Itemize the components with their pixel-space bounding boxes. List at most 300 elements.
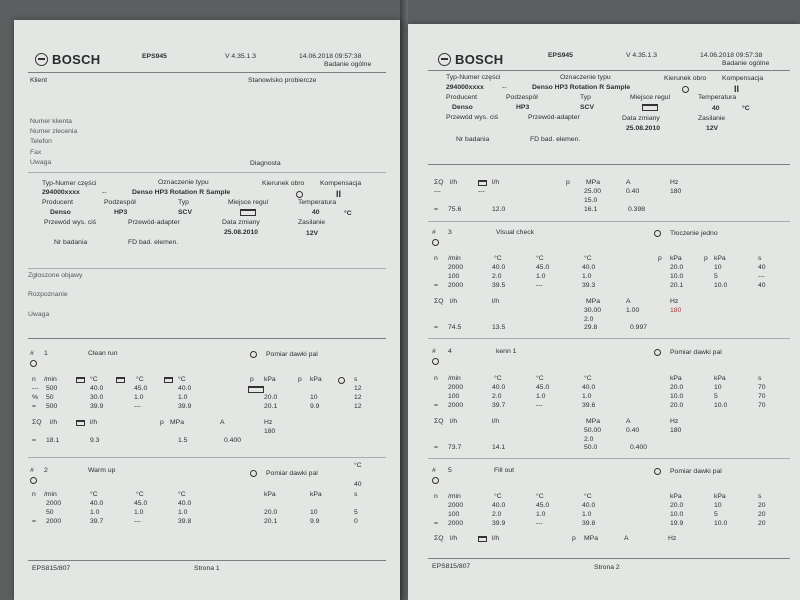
value: 70	[758, 393, 766, 400]
kpa-unit: kPa	[264, 491, 276, 498]
s-unit: s	[758, 375, 762, 382]
value: 10.0	[670, 511, 684, 518]
rule	[428, 458, 790, 459]
rotation-label: Kierunek obro	[664, 75, 707, 82]
step-5-method: Pomiar dawki pal	[670, 468, 722, 475]
step-2-name: Warm up	[88, 467, 116, 474]
hz-unit: Hz	[670, 298, 679, 305]
hash-label: #	[432, 467, 436, 474]
eq: =	[32, 518, 36, 525]
sub-value: HP3	[114, 209, 128, 216]
value: 1.0	[178, 394, 188, 401]
rule	[428, 164, 790, 165]
c-unit: °C	[494, 255, 502, 262]
c-unit: °C	[584, 375, 592, 382]
value: 100	[448, 511, 460, 518]
step-4-method: Pomiar dawki pal	[670, 349, 722, 356]
value: 1.0	[582, 511, 592, 518]
a-unit: A	[624, 535, 629, 542]
kind-value: SCV	[178, 209, 192, 216]
lh-unit: l/h	[90, 419, 98, 426]
rotation-label: Kierunek obro	[262, 180, 305, 187]
step-4-name: kenn 1	[496, 348, 517, 355]
adapter-label: Przewód-adapter	[128, 219, 180, 226]
value: 2000	[448, 502, 464, 509]
mfr-value: Denso	[50, 209, 71, 216]
part-type-label: Typ-Numer części	[42, 180, 97, 187]
kpa-unit: kPa	[714, 375, 726, 382]
rotation-icon	[296, 191, 303, 198]
line-label: Przewód wys. ciś	[44, 219, 97, 226]
rule	[28, 457, 386, 458]
symptoms-label: Zgłoszone objawy	[28, 272, 83, 279]
value: 100	[448, 393, 460, 400]
value: 5	[714, 393, 718, 400]
value: 45.0	[134, 385, 148, 392]
value: 12	[354, 403, 362, 410]
method-icon	[654, 349, 661, 356]
print-datetime: 14.06.2018 09:57:38	[700, 52, 763, 59]
value: 1.0	[582, 393, 592, 400]
value: 70	[758, 384, 766, 391]
order-number-label: Numer zlecenia	[30, 128, 78, 135]
sub-label: Podzespół	[506, 94, 538, 101]
step-5-name: Fill out	[494, 467, 515, 474]
sub-label: Podzespół	[104, 199, 136, 206]
kpa-unit: kPa	[670, 493, 682, 500]
lh-unit: l/h	[450, 179, 458, 186]
temp-icon	[76, 377, 85, 383]
mount-icon	[240, 209, 256, 216]
part-desc-label: Oznaczenie typu	[560, 74, 611, 81]
value: 39.7	[90, 518, 104, 525]
kind-value: SCV	[580, 104, 594, 111]
value: 10.0	[714, 520, 728, 527]
kpa-unit: kPa	[714, 255, 726, 262]
value: ---	[434, 188, 441, 195]
c-unit: °C	[536, 493, 544, 500]
value: 1.0	[582, 273, 592, 280]
brand-name: BOSCH	[455, 52, 504, 67]
diagnostician-label: Diagnosta	[250, 160, 281, 167]
eq: =	[32, 403, 36, 410]
value: 1.0	[134, 394, 144, 401]
compensation-label: Kompensacja	[722, 75, 764, 82]
paper-gap	[400, 0, 408, 600]
value: 2000	[448, 264, 464, 271]
rule	[28, 268, 386, 269]
footer-model: EPS815/807	[432, 563, 471, 570]
s-unit: s	[758, 255, 762, 262]
date-value: 25.08.2010	[626, 125, 661, 132]
mpa-unit: MPa	[170, 419, 184, 426]
bosch-logo	[35, 52, 100, 67]
hz-unit: Hz	[670, 418, 679, 425]
c-unit: °C	[584, 493, 592, 500]
flow-icon	[76, 420, 85, 426]
c-unit: °C	[90, 376, 98, 383]
value: 25.00	[584, 188, 602, 195]
remark-label: Uwaga	[28, 311, 50, 318]
step-1-name: Clean run	[88, 350, 118, 357]
mfr-label: Producent	[42, 199, 73, 206]
power-value: 12V	[306, 230, 319, 237]
value: 180	[670, 188, 682, 195]
kpa-unit: kPa	[670, 255, 682, 262]
c-unit: °C	[494, 375, 502, 382]
kind-label: Typ	[178, 199, 189, 206]
n-label: n	[434, 255, 438, 262]
value: 12	[354, 394, 362, 401]
hz-unit: Hz	[264, 419, 273, 426]
value: 180	[670, 307, 682, 314]
value: 1.00	[626, 307, 640, 314]
hash-label: #	[432, 229, 436, 236]
test-name: Badanie ogólne	[324, 61, 372, 68]
page-number-1: Strona 1	[194, 565, 220, 572]
value: 20.0	[670, 502, 684, 509]
value: 10	[714, 502, 722, 509]
bosch-armature-icon	[438, 53, 451, 66]
value: 30.00	[584, 307, 602, 314]
method-icon	[250, 351, 257, 358]
part-desc-label: Oznaczenie typu	[158, 179, 209, 186]
station-label: Stanowisko probiercze	[248, 77, 317, 84]
value: 9.3	[90, 437, 100, 444]
header-rule	[428, 70, 790, 71]
value: 0.398	[628, 206, 646, 213]
c-unit: °C	[494, 493, 502, 500]
c-unit: °C	[536, 375, 544, 382]
value: 500	[46, 385, 58, 392]
mpa-unit: MPa	[586, 179, 600, 186]
value: 180	[264, 428, 276, 435]
eq: =	[434, 402, 438, 409]
value: 74.5	[448, 324, 462, 331]
eq: =	[434, 520, 438, 527]
part-type-value: 294000xxxx	[42, 189, 80, 196]
rule	[428, 338, 790, 339]
value: 500	[46, 403, 58, 410]
value: 9.9	[310, 403, 320, 410]
method-icon	[250, 470, 257, 477]
value: 40.0	[90, 385, 104, 392]
value: ---	[536, 402, 543, 409]
value: 39.8	[178, 518, 192, 525]
software-version: V 4.35.1.3	[225, 53, 256, 60]
print-datetime: 14.06.2018 09:57:38	[299, 53, 362, 60]
lh-unit: l/h	[450, 418, 458, 425]
device-name: EPS945	[548, 52, 573, 59]
mount-label: Miejsce regul	[630, 94, 671, 101]
dash: ---	[32, 385, 39, 392]
value: 20.0	[264, 394, 278, 401]
value: 19.9	[670, 520, 684, 527]
step-2-number: 2	[44, 467, 48, 474]
rule	[28, 338, 386, 339]
line-label: Przewód wys. ciś	[446, 114, 499, 121]
value: ---	[758, 273, 765, 280]
test-name: Badanie ogólne	[722, 60, 770, 67]
bosch-armature-icon	[35, 53, 48, 66]
n-label: n	[434, 493, 438, 500]
step-icon	[30, 360, 37, 367]
value: 0	[354, 518, 358, 525]
step-5-number: 5	[448, 467, 452, 474]
lh-unit: l/h	[50, 419, 58, 426]
hash-label: #	[30, 350, 34, 357]
eq: =	[32, 437, 36, 444]
value: 40.0	[582, 384, 596, 391]
mpa-unit: MPa	[586, 298, 600, 305]
value: 12.0	[492, 206, 506, 213]
mfr-value: Denso	[452, 104, 473, 111]
value: 10.0	[714, 402, 728, 409]
power-label: Zasilanie	[698, 115, 726, 122]
s-unit: s	[354, 376, 358, 383]
rpm-unit: /min	[44, 376, 57, 383]
step-icon	[30, 477, 37, 484]
fax-label: Fax	[30, 149, 42, 156]
footer-rule	[28, 560, 386, 561]
p-label: p	[160, 419, 164, 426]
lh-unit: l/h	[450, 298, 458, 305]
value: ---	[478, 188, 485, 195]
lh-unit: l/h	[492, 535, 500, 542]
sub-value: HP3	[516, 104, 530, 111]
flow-icon	[478, 180, 487, 186]
kind-label: Typ	[580, 94, 591, 101]
client-label: Klient	[30, 77, 48, 84]
value: 2.0	[584, 316, 594, 323]
step-icon	[432, 477, 439, 484]
temp-label: Temperatura	[698, 94, 737, 101]
value: 40.0	[582, 264, 596, 271]
sigma-q-label: ΣQ	[434, 418, 444, 425]
note-label: Uwaga	[30, 159, 52, 166]
n-label: n	[434, 375, 438, 382]
a-unit: A	[626, 179, 631, 186]
value: 100	[448, 273, 460, 280]
value: 2000	[448, 402, 464, 409]
test-no-label: Nr badania	[456, 136, 490, 143]
value: 70	[758, 402, 766, 409]
value: 20.0	[670, 402, 684, 409]
value: 73.7	[448, 444, 462, 451]
temp-icon	[164, 377, 173, 383]
value: 39.8	[582, 520, 596, 527]
value: 39.5	[492, 282, 506, 289]
value: 39.6	[582, 402, 596, 409]
part-dash: --	[102, 189, 107, 196]
value: 1.5	[178, 437, 188, 444]
c-unit: °C	[584, 255, 592, 262]
value: 20.1	[670, 282, 684, 289]
kpa-unit: kPa	[310, 491, 322, 498]
value: 40.0	[492, 264, 506, 271]
value: 39.9	[90, 403, 104, 410]
value: 18.1	[46, 437, 60, 444]
value: 20.0	[670, 264, 684, 271]
mount-label: Miejsce regul	[228, 199, 269, 206]
step-3-number: 3	[448, 229, 452, 236]
mfr-label: Producent	[446, 94, 477, 101]
c-unit: °C	[90, 491, 98, 498]
value: 2000	[46, 518, 62, 525]
rpm-unit: /min	[448, 255, 461, 262]
header-rule	[28, 72, 386, 73]
value: 14.1	[492, 444, 506, 451]
value: 0.997	[630, 324, 648, 331]
value: 2.0	[584, 436, 594, 443]
value: 1.0	[134, 509, 144, 516]
client-number-label: Numer klienta	[30, 118, 72, 125]
value: 10	[310, 394, 318, 401]
hash-label: #	[432, 348, 436, 355]
step-3-name: Visual check	[496, 229, 535, 236]
software-version: V 4.35.1.3	[626, 52, 657, 59]
value: 2000	[448, 282, 464, 289]
date-label: Data zmiany	[222, 219, 260, 226]
fd-label: FD bad. elemen.	[128, 239, 179, 246]
p-label: p	[250, 376, 254, 383]
temp-unit: °C	[742, 105, 750, 112]
value: 50	[46, 509, 54, 516]
p-label: p	[566, 179, 570, 186]
value: 12	[354, 385, 362, 392]
value: 2000	[448, 520, 464, 527]
value: ---	[134, 403, 141, 410]
value: 50	[46, 394, 54, 401]
value: 10	[714, 264, 722, 271]
value: 20.1	[264, 518, 278, 525]
date-value: 25.08.2010	[224, 229, 259, 236]
value: ---	[536, 520, 543, 527]
report-page-1	[14, 20, 400, 600]
value: 29.8	[584, 324, 598, 331]
step-icon	[432, 358, 439, 365]
eq: =	[434, 444, 438, 451]
part-desc-value: Denso HP3 Rotation R Sample	[532, 84, 631, 91]
p-label: p	[572, 535, 576, 542]
value: 39.9	[492, 520, 506, 527]
sigma-q-label: ΣQ	[434, 179, 444, 186]
value: 40.0	[582, 502, 596, 509]
p-label: p	[704, 255, 708, 262]
value: ---	[536, 282, 543, 289]
value: 1.0	[536, 273, 546, 280]
part-type-value: 294000xxxx	[446, 84, 484, 91]
sigma-q-label: ΣQ	[434, 535, 444, 542]
power-label: Zasilanie	[298, 219, 326, 226]
value: 5	[714, 273, 718, 280]
sigma-q-label: ΣQ	[434, 298, 444, 305]
part-type-label: Typ-Numer części	[446, 74, 501, 81]
mpa-unit: MPa	[584, 535, 598, 542]
footer-rule	[428, 558, 790, 559]
kpa-unit: kPa	[264, 376, 276, 383]
value: 2000	[46, 500, 62, 507]
value: 40.0	[178, 385, 192, 392]
compensation-label: Kompensacja	[320, 180, 362, 187]
compensation-icon: II	[336, 189, 342, 199]
value: 20	[758, 502, 766, 509]
a-unit: A	[626, 298, 631, 305]
value: 10	[310, 509, 318, 516]
value: 20.0	[670, 384, 684, 391]
flow-icon	[478, 536, 487, 542]
report-page-2	[408, 24, 800, 600]
pump-icon	[248, 386, 264, 393]
c-unit: °C	[178, 491, 186, 498]
value: 50.00	[584, 427, 602, 434]
value: 10.0	[670, 393, 684, 400]
power-value: 12V	[706, 125, 719, 132]
step-1-method: Pomiar dawki pal	[266, 351, 318, 358]
temp-value: 40	[312, 209, 320, 216]
method-icon	[654, 468, 661, 475]
value: 40.0	[178, 500, 192, 507]
kpa-unit: kPa	[310, 376, 322, 383]
value: 40	[758, 282, 766, 289]
c-unit: °C	[536, 255, 544, 262]
value: 45.0	[536, 502, 550, 509]
value: 20.1	[264, 403, 278, 410]
value: 40.0	[90, 500, 104, 507]
value: 10.0	[714, 282, 728, 289]
rpm-unit: /min	[448, 375, 461, 382]
mpa-unit: MPa	[586, 418, 600, 425]
value: 75.6	[448, 206, 462, 213]
value: 2.0	[492, 393, 502, 400]
value: 0.400	[630, 444, 648, 451]
c-unit: °C	[136, 491, 144, 498]
c-unit: °C	[354, 462, 362, 469]
ratio-label: %	[32, 394, 39, 401]
value: 10.0	[670, 273, 684, 280]
n-label: n	[32, 491, 36, 498]
a-unit: A	[626, 418, 631, 425]
kpa-unit: kPa	[714, 493, 726, 500]
rpm-unit: /min	[448, 493, 461, 500]
value: 10	[714, 384, 722, 391]
value: 40	[354, 481, 362, 488]
mount-icon	[642, 104, 658, 111]
eq: =	[434, 206, 438, 213]
part-dash: --	[502, 84, 507, 91]
method-icon	[654, 230, 661, 237]
value: 0.400	[224, 437, 242, 444]
lh-unit: l/h	[492, 179, 500, 186]
value: 15.0	[584, 197, 598, 204]
value: 45.0	[134, 500, 148, 507]
step-2-method: Pomiar dawki pal	[266, 470, 318, 477]
p-label: p	[658, 255, 662, 262]
c-unit: °C	[178, 376, 186, 383]
s-unit: s	[354, 491, 358, 498]
n-label: n	[32, 376, 36, 383]
rpm-unit: /min	[44, 491, 57, 498]
value: 5	[714, 511, 718, 518]
value: 0.40	[626, 427, 640, 434]
sigma-q-label: ΣQ	[32, 419, 42, 426]
hz-unit: Hz	[668, 535, 677, 542]
page-number-2: Strona 2	[594, 564, 620, 571]
value: 45.0	[536, 264, 550, 271]
value: 20	[758, 520, 766, 527]
value: 45.0	[536, 384, 550, 391]
compensation-icon: II	[734, 84, 740, 94]
